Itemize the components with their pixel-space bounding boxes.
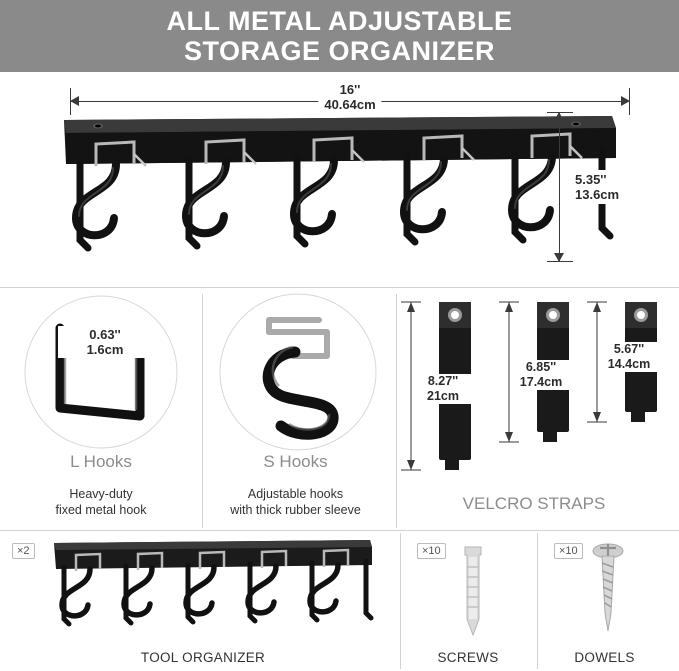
rack-l-hooks — [80, 150, 610, 248]
l-hook-cm: 1.6cm — [86, 342, 124, 357]
width-dimension-label — [318, 82, 381, 112]
velcro-strap-2-inches: 6.85'' — [525, 360, 557, 374]
s-hooks-description-line2: with thick rubber sleeve — [230, 503, 361, 517]
screws-label: SCREWS — [437, 650, 499, 665]
tool-organizer-illustration — [56, 114, 626, 274]
velcro-strap-3-inches: 5.67'' — [613, 342, 645, 356]
width-inches: 16'' — [339, 82, 361, 97]
screws-qty-badge: ×10 — [417, 543, 446, 559]
screw-illustration — [578, 539, 638, 639]
height-dimension-label — [571, 170, 623, 204]
wall-anchor-illustration — [443, 541, 503, 641]
arrow-down-icon — [554, 253, 564, 262]
velcro-strap-1-dimension — [413, 374, 473, 404]
velcro-strap-1-cm: 21cm — [427, 389, 459, 403]
rack-s-hooks — [76, 156, 552, 235]
velcro-strap-1-inches: 8.27'' — [427, 374, 459, 388]
feature-panel-s-hooks — [202, 294, 388, 528]
part-screws — [400, 533, 535, 669]
height-inches: 5.35'' — [575, 172, 607, 187]
tool-organizer-label: TOOL ORGANIZER — [140, 650, 266, 665]
tool-organizer-small-illustration — [48, 537, 378, 645]
l-hook-illustration — [8, 292, 194, 452]
part-tool-organizer — [8, 533, 398, 669]
header-title-line1: ALL METAL ADJUSTABLE — [166, 6, 513, 36]
velcro-straps-title: VELCRO STRAPS — [462, 494, 606, 513]
tool-organizer-qty-badge: ×2 — [12, 543, 35, 559]
l-hooks-description — [8, 486, 194, 518]
s-hook-illustration — [203, 290, 389, 460]
arrow-left-icon — [70, 96, 79, 106]
l-hooks-description-line1: Heavy-duty — [69, 487, 133, 501]
features-section — [0, 287, 679, 530]
banner-header — [0, 0, 679, 72]
arrow-up-icon — [554, 112, 564, 121]
velcro-strap-2-cm: 17.4cm — [519, 375, 563, 389]
product-hero-section — [0, 72, 679, 287]
height-cm: 13.6cm — [575, 187, 620, 202]
l-hook-inches: 0.63'' — [89, 327, 121, 342]
dowels-qty-badge: ×10 — [554, 543, 583, 559]
s-hooks-title: S Hooks — [263, 452, 328, 471]
rack-s-hooks-highlight — [79, 160, 549, 216]
parts-list-section — [0, 530, 679, 670]
s-hooks-description-line1: Adjustable hooks — [247, 487, 344, 501]
width-cm: 40.64cm — [324, 97, 376, 112]
s-hooks-description — [203, 486, 388, 518]
height-dimension — [547, 112, 667, 262]
header-title-line2: STORAGE ORGANIZER — [183, 36, 496, 66]
part-dowels — [537, 533, 671, 669]
velcro-strap-3-dimension — [599, 342, 659, 372]
l-hooks-title: L Hooks — [70, 452, 132, 471]
arrow-right-icon — [621, 96, 630, 106]
l-hooks-description-line2: fixed metal hook — [55, 503, 147, 517]
feature-panel-velcro-straps — [396, 294, 671, 528]
dimension-line-vertical — [559, 112, 560, 262]
feature-panel-l-hooks — [8, 294, 194, 528]
l-hook-dimension-label — [58, 326, 152, 358]
velcro-strap-3-cm: 14.4cm — [607, 357, 651, 371]
velcro-strap-2-dimension — [511, 360, 571, 390]
dowels-label: DOWELS — [574, 650, 635, 665]
